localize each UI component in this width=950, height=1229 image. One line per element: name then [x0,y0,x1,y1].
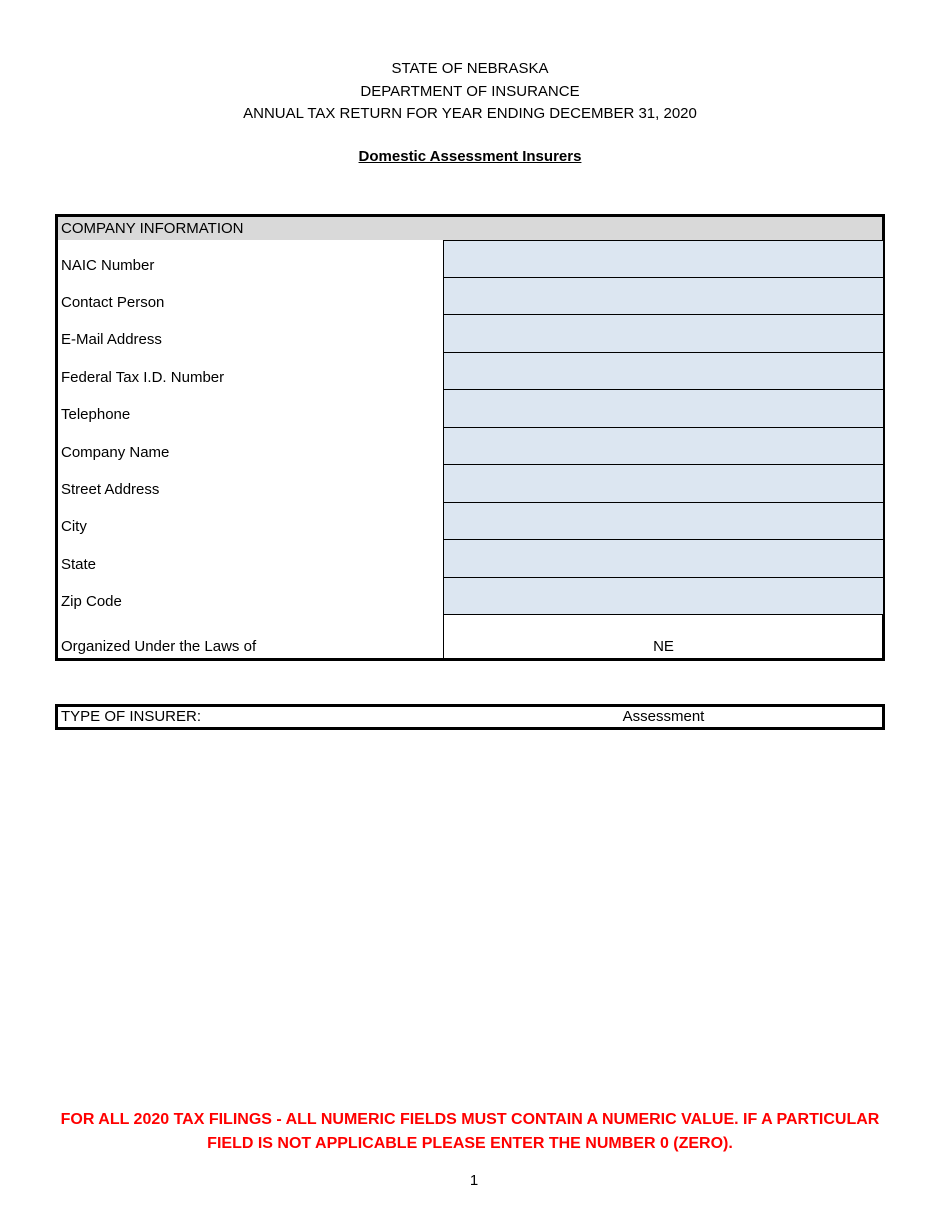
type-of-insurer-label: TYPE OF INSURER: [61,708,202,725]
email-address-field[interactable] [444,315,883,353]
zip-code-field[interactable] [444,578,883,616]
header-return-title: ANNUAL TAX RETURN FOR YEAR ENDING DECEMBER 31, 2020 [243,105,697,122]
notice-line-1: FOR ALL 2020 TAX FILINGS - ALL NUMERIC FIELDS MUST CONTAIN A NUMERIC VALUE. IF A PARTICULAR [60,1111,880,1128]
email-address-label: E-Mail Address [61,331,162,348]
state-field[interactable] [444,540,883,578]
naic-number-field[interactable] [444,240,883,278]
city-field[interactable] [444,503,883,541]
state-label: State [61,556,97,573]
type-of-insurer-value: Assessment [622,708,705,725]
numeric-fields-notice [0,1108,940,1156]
federal-tax-id-label: Federal Tax I.D. Number [61,369,225,386]
document-header [0,58,940,126]
company-name-label: Company Name [61,444,170,461]
header-state: STATE OF NEBRASKA [391,60,549,77]
telephone-field[interactable] [444,390,883,428]
company-name-field[interactable] [444,428,883,466]
city-label: City [61,518,87,535]
zip-code-label: Zip Code [61,593,122,610]
contact-person-field[interactable] [444,278,883,316]
federal-tax-id-field[interactable] [444,353,883,391]
form-subtitle: Domestic Assessment Insurers [358,148,582,165]
street-address-field[interactable] [444,465,883,503]
type-of-insurer-section [55,704,885,730]
organized-under-laws-value: NE [653,638,674,655]
telephone-label: Telephone [61,406,131,423]
naic-number-label: NAIC Number [61,257,155,274]
street-address-label: Street Address [61,481,160,498]
organized-under-laws-label: Organized Under the Laws of [61,638,257,655]
header-department: DEPARTMENT OF INSURANCE [360,82,580,100]
company-information-section [55,214,885,661]
company-input-column [443,240,883,658]
contact-person-label: Contact Person [61,294,165,311]
page-number: 1 [469,1172,479,1189]
notice-line-2: FIELD IS NOT APPLICABLE PLEASE ENTER THE NUMBER 0 (ZERO). [207,1135,733,1152]
company-information-header: COMPANY INFORMATION [58,217,882,240]
